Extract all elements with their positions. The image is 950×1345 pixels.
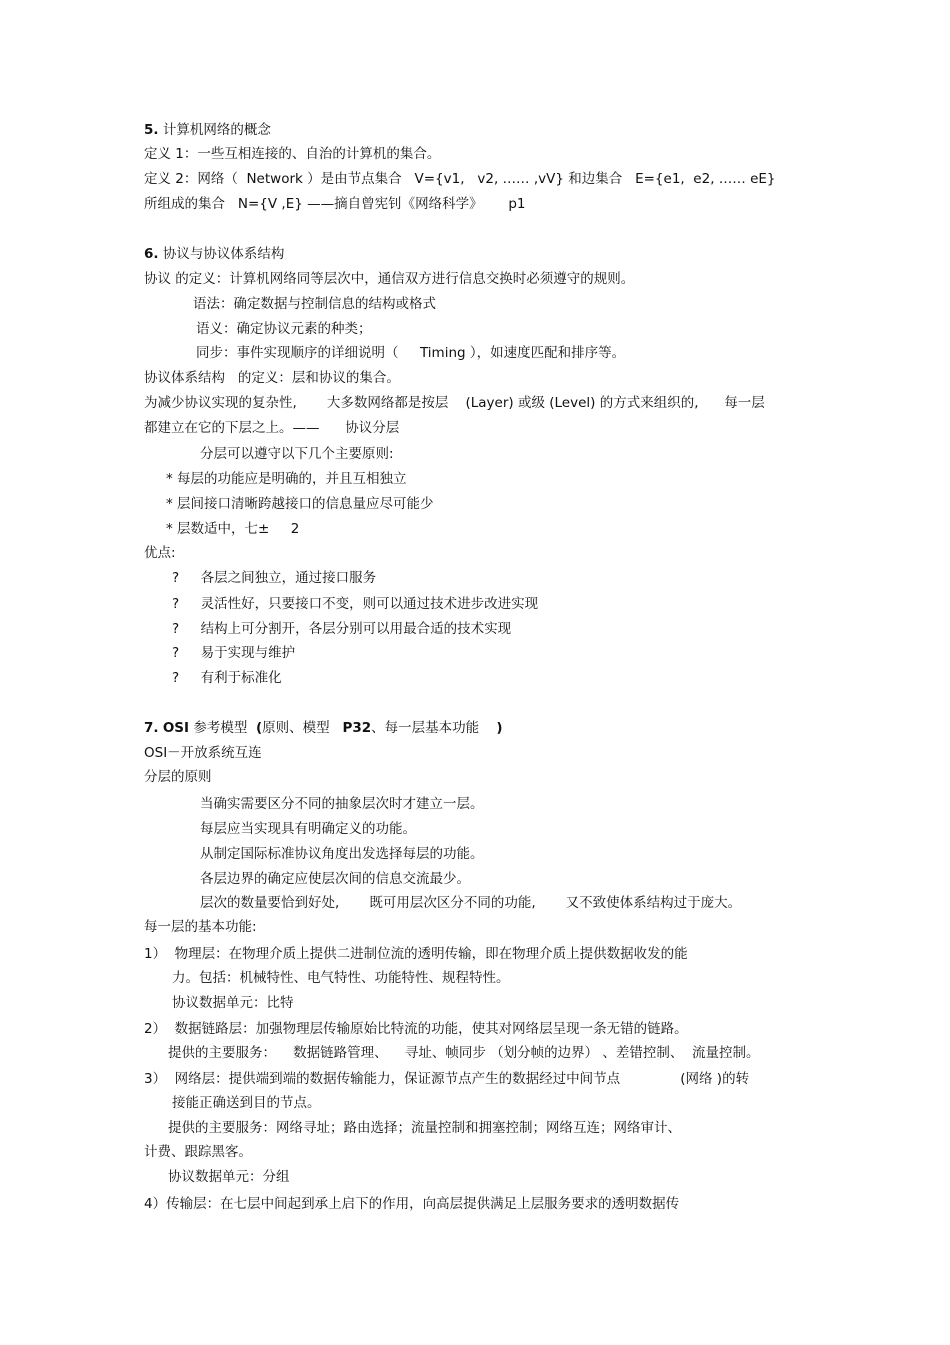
layer-principle-item: 每层应当实现具有明确定义的功能。 — [200, 821, 416, 837]
section-5-title: 计算机网络的概念 — [162, 122, 271, 138]
definition-1: 定义 1：一些互相连接的、自治的计算机的集合。 — [144, 146, 441, 162]
datalink-layer: 2） 数据链路层：加强物理层传输原始比特流的功能，使其对网络层呈现一条无错的链路。 — [144, 1021, 688, 1037]
protocol-syntax: 语法：确定数据与控制信息的结构或格式 — [193, 296, 436, 312]
layer-principle-item: 从制定国际标准协议角度出发选择每层的功能。 — [200, 846, 484, 862]
osi-definition: OSI－开放系统互连 — [144, 745, 262, 761]
layering-paragraph: 为减少协议实现的复杂性, 大多数网络都是按层 (Layer) 或级 (Level) 的方式来组织的, 每一层 — [144, 395, 765, 411]
network-layer: 3） 网络层：提供端到端的数据传输能力，保证源节点产生的数据经过中间节点 (网络 )的转 — [144, 1071, 750, 1087]
section-7-page-ref: P32 — [342, 720, 372, 736]
section-6-number: 6. — [144, 246, 159, 262]
advantages-label: 优点: — [144, 545, 176, 561]
protocol-semantics: 语义：确定协议元素的种类； — [196, 321, 372, 337]
advantage-item: ? 各层之间独立，通过接口服务 — [172, 570, 377, 586]
architecture-definition: 协议体系结构 的定义：层和协议的集合。 — [144, 370, 400, 386]
principles-intro: 分层可以遵守以下几个主要原则: — [200, 446, 394, 462]
advantage-item: ? 有利于标准化 — [172, 670, 282, 686]
principle-item: * 层数适中，七± 2 — [166, 521, 300, 537]
section-7-heading — [144, 719, 503, 737]
section-7-number: 7. — [144, 720, 159, 736]
principle-item: * 层间接口清晰跨越接口的信息量应尽可能少 — [166, 496, 434, 512]
definition-2-cont: 所组成的集合 N={V ,E} ——摘自曾宪钊《网络科学》 p1 — [144, 196, 526, 212]
section-7-osi: OSI — [162, 720, 190, 736]
principle-item: * 每层的功能应是明确的，并且互相独立 — [166, 471, 407, 487]
layer-principles-label: 分层的原则 — [144, 769, 212, 785]
section-5-number: 5. — [144, 122, 159, 138]
physical-layer-cont: 力。包括：机械特性、电气特性、功能特性、规程特性。 — [172, 970, 510, 986]
section-7-paren-text: 原则、模型 — [262, 720, 343, 736]
network-layer-pdu: 协议数据单元：分组 — [168, 1169, 290, 1185]
transport-layer: 4）传输层：在七层中间起到承上启下的作用，向高层提供满足上层服务要求的透明数据传 — [144, 1196, 680, 1212]
section-6-heading — [144, 245, 284, 263]
advantage-item: ? 易于实现与维护 — [172, 645, 296, 661]
physical-layer: 1） 物理层：在物理介质上提供二进制位流的透明传输，即在物理介质上提供数据收发的能 — [144, 946, 688, 962]
advantage-item: ? 灵活性好，只要接口不变，则可以通过技术进步改进实现 — [172, 596, 539, 612]
section-7-paren-rest: 、每一层基本功能 — [371, 720, 497, 736]
physical-layer-pdu: 协议数据单元：比特 — [172, 995, 294, 1011]
protocol-timing: 同步：事件实现顺序的详细说明（ Timing ），如速度匹配和排序等。 — [196, 345, 626, 361]
layer-principle-item: 当确实需要区分不同的抽象层次时才建立一层。 — [200, 796, 484, 812]
definition-2: 定义 2：网络（ Network ）是由节点集合 V={v1, v2, …… ,vV} 和边集合 E={e1, e2, …… eE} — [144, 171, 776, 187]
section-6-title: 协议与协议体系结构 — [162, 246, 285, 262]
layering-paragraph-cont: 都建立在它的下层之上。—— 协议分层 — [144, 420, 400, 436]
section-7-paren-close: ) — [496, 720, 503, 736]
section-5-heading — [144, 121, 271, 139]
network-layer-services: 提供的主要服务：网络寻址；路由选择；流量控制和拥塞控制；网络互连；网络审计、 — [168, 1120, 681, 1136]
protocol-definition: 协议 的定义：计算机网络同等层次中，通信双方进行信息交换时必须遵守的规则。 — [144, 271, 635, 287]
datalink-layer-services: 提供的主要服务： 数据链路管理、 寻址、帧同步 （划分帧的边界） 、差错控制、 流量控制。 — [168, 1045, 760, 1061]
network-layer-cont: 接能正确送到目的节点。 — [172, 1095, 321, 1111]
layer-principle-item: 层次的数量要恰到好处, 既可用层次区分不同的功能, 又不致使体系结构过于庞大。 — [200, 895, 742, 911]
basic-functions-label: 每一层的基本功能: — [144, 919, 257, 935]
layer-principle-item: 各层边界的确定应使层次间的信息交流最少。 — [200, 871, 470, 887]
advantage-item: ? 结构上可分割开，各层分别可以用最合适的技术实现 — [172, 621, 512, 637]
section-7-paren-open: ( — [255, 720, 263, 736]
section-7-title: 参考模型 — [189, 720, 256, 736]
network-layer-services-cont: 计费、跟踪黑客。 — [144, 1144, 252, 1160]
